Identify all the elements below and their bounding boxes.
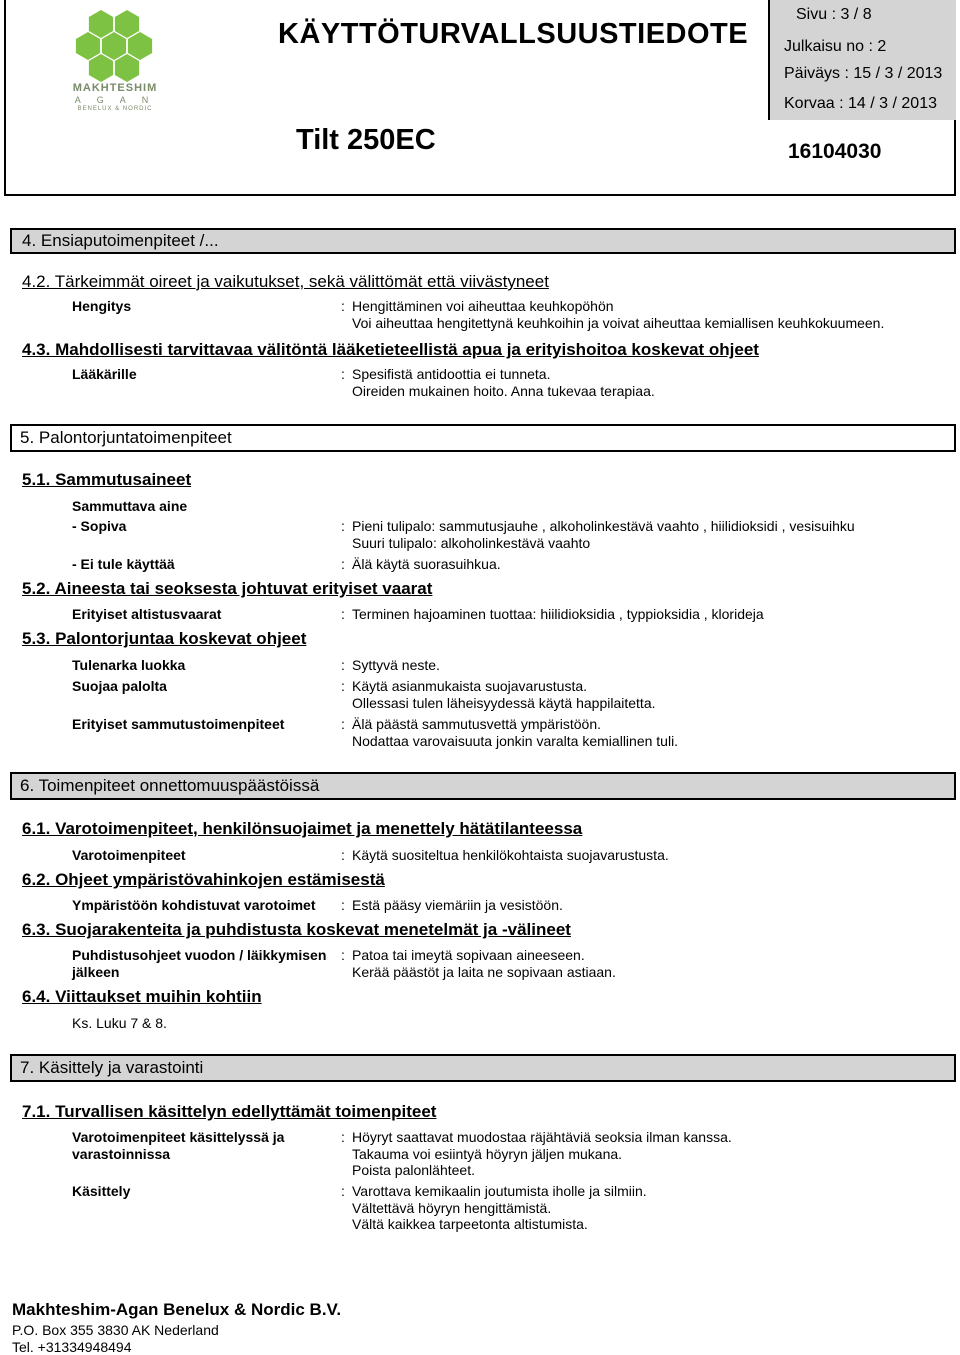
logo-hexagon	[115, 54, 139, 82]
sopiva-value: Pieni tulipalo: sammutusjauhe , alkoholinkestävä vaahto , hiilidioksidi , vesisuihku Suuri tulipalo: alkoholinkestävä vaahto	[352, 518, 855, 551]
suojaa-value: Käytä asianmukaista suojavarustusta. Ollessasi tulen läheisyydessä käytä happilaitetta.	[352, 678, 656, 711]
section-4-heading	[10, 228, 956, 254]
varastointi-label: Varotoimenpiteet käsittelyssä ja varastoinnissa	[72, 1129, 285, 1162]
section-4-2-title: 4.2. Tärkeimmät oireet ja vaikutukset, sekä välittömät että viivästyneet	[22, 272, 549, 291]
ei-kayttaa-label: - Ei tule käyttää	[72, 556, 175, 572]
altistus-label: Erityiset altistusvaarat	[72, 606, 222, 622]
puhdistus-value: Patoa tai imeytä sopivaan aineeseen. Kerää päästöt ja laita ne sopivaan astiaan.	[352, 947, 616, 980]
colon: :	[341, 298, 345, 314]
colon: :	[341, 678, 345, 694]
erityiset-label: Erityiset sammutustoimenpiteet	[72, 716, 285, 732]
ei-kayttaa-value: Älä käytä suorasuihkua.	[352, 556, 501, 572]
kasittely-value: Varottava kemikaalin joutumista iholle ja silmiin. Vältettävä höyryn hengittämistä. Vältä kaikkea tarpeetonta altistumista.	[352, 1183, 647, 1232]
logo-hexagon	[89, 54, 113, 82]
logo-hexagon	[76, 32, 100, 60]
colon: :	[341, 606, 345, 622]
logo-sub: BENELUX & NORDIC	[77, 106, 153, 112]
section-5-title: 5. Palontorjuntatoimenpiteet	[20, 428, 232, 447]
section-6-1-title: 6.1. Varotoimenpiteet, henkilönsuojaimet ja menettely hätätilanteessa	[22, 819, 583, 838]
sopiva-label: - Sopiva	[72, 518, 127, 534]
section-5-2-title: 5.2. Aineesta tai seoksesta johtuvat erityiset vaarat	[22, 579, 433, 598]
colon: :	[341, 897, 345, 913]
colon: :	[341, 657, 345, 673]
altistus-value: Terminen hajoaminen tuottaa: hiilidioksidia , typpioksidia , klorideja	[352, 606, 764, 622]
document-title: KÄYTTÖTURVALLSUUSTIEDOTE	[278, 18, 749, 50]
footer-address: P.O. Box 355 3830 AK Nederland	[12, 1322, 219, 1338]
logo-hexagon	[89, 10, 113, 38]
logo-hexagon	[115, 10, 139, 38]
section-6-4-title: 6.4. Viittaukset muihin kohtiin	[22, 987, 262, 1006]
logo-hexagon	[102, 32, 126, 60]
section-6-title: 6. Toimenpiteet onnettomuuspäästöissä	[20, 776, 320, 795]
tulenarka-value: Syttyvä neste.	[352, 657, 440, 673]
section-5-1-title: 5.1. Sammutusaineet	[22, 470, 192, 489]
section-4-title: 4. Ensiaputoimenpiteet /...	[22, 231, 219, 250]
colon: :	[341, 556, 345, 572]
tulenarka-label: Tulenarka luokka	[72, 657, 186, 673]
varotoimenpiteet-label: Varotoimenpiteet	[72, 847, 186, 863]
section-4-3-title: 4.3. Mahdollisesti tarvittavaa välitöntä lääketieteellistä apua ja erityishoitoa koskevat ohjeet	[22, 340, 759, 359]
logo-text	[55, 82, 175, 112]
colon: :	[341, 1129, 345, 1145]
hengitys-label: Hengitys	[72, 298, 132, 314]
reference-text: Ks. Luku 7 & 8.	[72, 1015, 167, 1031]
laakarille-value: Spesifistä antidoottia ei tunneta. Oireiden mukainen hoito. Anna tukevaa terapiaa.	[352, 366, 655, 399]
colon: :	[341, 366, 345, 382]
section-7-1-title: 7.1. Turvallisen käsittelyn edellyttämät toimenpiteet	[22, 1102, 437, 1121]
varastointi-value: Höyryt saattavat muodostaa räjähtäviä seoksia ilman kanssa. Takauma voi esiintyä höyryn jäljen mukana. Poista palonlähteet.	[352, 1129, 732, 1178]
colon: :	[341, 1183, 345, 1199]
puhdistus-label: Puhdistusohjeet vuodon / läikkymisen jälkeen	[72, 947, 327, 980]
sammuttava-label: Sammuttava aine	[72, 498, 188, 514]
issue-date: Päiväys : 15 / 3 / 2013	[784, 65, 943, 82]
logo-hexagon	[128, 32, 152, 60]
product-name: Tilt 250EC	[296, 124, 436, 156]
footer-phone: Tel. +31334948494	[12, 1339, 132, 1355]
logo-name: MAKHTESHIM	[72, 82, 158, 94]
section-5-3-title: 5.3. Palontorjuntaa koskevat ohjeet	[22, 629, 307, 648]
product-code: 16104030	[788, 140, 882, 163]
ymparisto-label: Ympäristöön kohdistuvat varotoimet	[72, 897, 316, 913]
hengitys-value: Hengittäminen voi aiheuttaa keuhkopöhön Voi aiheuttaa hengitettynä keuhkoihin ja voivat aiheuttaa kemiallisen keuhkokuumeen.	[352, 298, 885, 331]
edition-number: Julkaisu no : 2	[784, 38, 887, 55]
section-7-heading	[10, 1054, 956, 1082]
page-number: Sivu : 3 / 8	[796, 6, 872, 23]
colon: :	[341, 518, 345, 534]
kasittely-label: Käsittely	[72, 1183, 131, 1199]
section-5-heading	[10, 424, 956, 452]
section-6-3-title: 6.3. Suojarakenteita ja puhdistusta koskevat menetelmät ja -välineet	[22, 920, 571, 939]
header-divider	[768, 0, 770, 120]
colon: :	[341, 716, 345, 732]
logo-agan: A G A N	[74, 95, 156, 105]
varotoimenpiteet-value: Käytä suositeltua henkilökohtaista suojavarustusta.	[352, 847, 669, 863]
suojaa-label: Suojaa palolta	[72, 678, 167, 694]
colon: :	[341, 947, 345, 963]
ymparisto-value: Estä pääsy viemäriin ja vesistöön.	[352, 897, 563, 913]
section-6-heading	[10, 772, 956, 800]
laakarille-label: Lääkärille	[72, 366, 137, 382]
replaces-date: Korvaa : 14 / 3 / 2013	[784, 95, 937, 112]
footer-company: Makhteshim-Agan Benelux & Nordic B.V.	[12, 1300, 342, 1319]
colon: :	[341, 847, 345, 863]
section-7-title: 7. Käsittely ja varastointi	[20, 1058, 204, 1077]
erityiset-value: Älä päästä sammutusvettä ympäristöön. Nodattaa varovaisuuta jonkin varalta kemiallinen tuli.	[352, 716, 679, 749]
section-6-2-title: 6.2. Ohjeet ympäristövahinkojen estämisestä	[22, 870, 385, 889]
